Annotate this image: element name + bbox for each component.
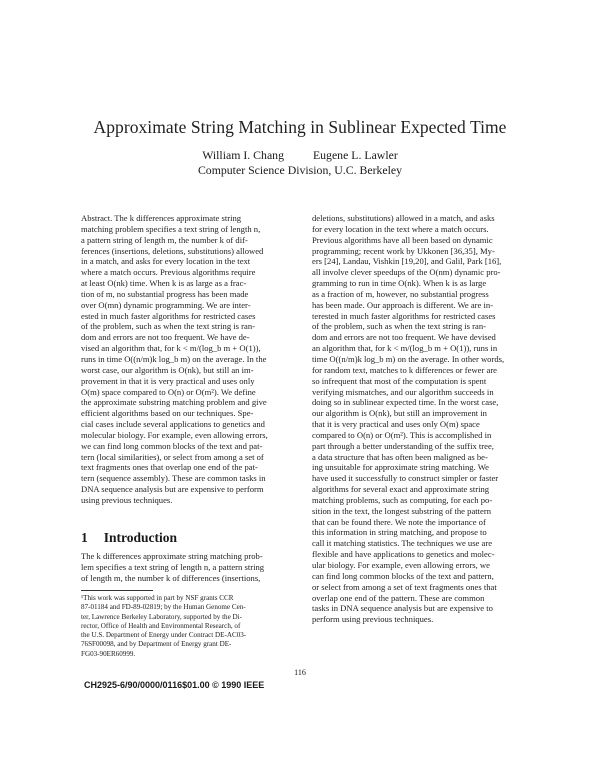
body-line: algorithms for several exact and approximate string (312, 484, 490, 495)
abstract-line: tern (sequence assembly). These are common tasks in (81, 473, 266, 484)
body-line: Previous algorithms have all been based on dynamic (312, 234, 493, 245)
body-line: compared to O(n) or O(m²). This is accomplished in (312, 429, 492, 440)
abstract-line: efficient algorithms based on our techniques. Spe- (81, 408, 254, 419)
abstract-line: cial cases include several applications to genetics and (81, 419, 265, 430)
author-names (0, 148, 600, 163)
footnote-line: ¹This work was supported in part by NSF grants CCR (81, 594, 234, 602)
footnote-line: FG03-90ER60999. (81, 649, 136, 658)
abstract-line: using previous techniques. (81, 494, 173, 505)
body-line: terested in much faster algorithms for restricted cases (312, 310, 496, 321)
intro-line: of length m, the number k of differences (insertions, (81, 572, 261, 583)
abstract-line: over O(mn) dynamic programming. We are inter- (81, 299, 251, 310)
abstract-line: of the problem, such as when the text string is ran- (81, 321, 255, 332)
body-line: all involve clever speedups of the O(nm) dynamic pro- (312, 267, 501, 278)
body-line: as a fraction of m, however, no substantial progress (312, 288, 489, 299)
abstract-line: ferences (insertions, deletions, substitutions) allowed (81, 245, 264, 256)
abstract-line: O(m) space compared to O(n) or O(m²). We define (81, 386, 256, 397)
body-line: ing unsuitable for approximate string matching. We (312, 462, 489, 473)
body-line: perform using previous techniques. (312, 614, 434, 625)
page-number: 116 (294, 668, 306, 677)
body-line: has been made. Our approach is different. We are in- (312, 299, 494, 310)
affiliation: Computer Science Division, U.C. Berkeley (197, 163, 403, 177)
body-line: ular biology. For example, even allowing errors, we (312, 560, 490, 570)
right-column-text (312, 213, 538, 625)
body-line: of the problem, such as when the text string is ran- (312, 321, 486, 332)
body-line: deletions, substitutions) allowed in a match, and asks (312, 213, 495, 223)
body-line: gramming to run in time O(nk). When k is as large (312, 278, 487, 289)
abstract-line: runs in time O((n/m)k log_b m) on the average. In the (81, 353, 267, 364)
copyright-line: CH2925-6/90/0000/0116$01.00 © 1990 IEEE (84, 680, 265, 690)
body-line: so infrequent that most of the computation is spent (312, 375, 487, 386)
abstract-line: tern (local similarities), or select from among a set of (81, 451, 264, 462)
abstract-line: ested in much faster algorithms for restricted cases (81, 310, 256, 321)
abstract-line: the approximate substring matching problem and give (81, 397, 267, 408)
abstract-line: DNA sequence analysis but are expensive to perform (81, 484, 264, 495)
abstract-line: in a match, and asks for every location in the text (81, 256, 251, 267)
abstract-line: at least O(nk) time. When k is as large as a frac- (81, 278, 247, 289)
author-name: Eugene L. Lawler (312, 148, 398, 162)
body-line: can find long common blocks of the text and pattern, (312, 570, 494, 581)
abstract-line: where a match occurs. Previous algorithms require (81, 267, 256, 278)
body-line: this information in string matching, and propose to (312, 527, 487, 538)
body-line: ers [24], Landau, Vishkin [19,20], and Galil, Park [16], (312, 256, 502, 267)
abstract-line: molecular biology. For example, even allowing errors, (81, 429, 268, 440)
section-heading (81, 530, 177, 546)
body-line: part through a better understanding of the suffix tree, (312, 440, 494, 451)
abstract-line: Abstract. The k differences approximate string (81, 213, 242, 223)
body-line: that can be found there. We note the importance of (312, 516, 486, 527)
footnote (81, 594, 310, 659)
body-line: programming; recent work by Ukkonen [36,35], My- (312, 245, 495, 256)
abstract-line: tion of m, no substantial progress has been made (81, 288, 249, 299)
footnote-line: rector, Office of Health and Environmental Research, of (81, 621, 241, 630)
body-line: flexible and have applications to genetics and molec- (312, 549, 495, 560)
abstract (81, 213, 310, 506)
footnote-line: 87-01184 and FD-89-02819; by the Human Genome Cen- (81, 603, 246, 612)
body-line: matching problems, such as computing, for each po- (312, 494, 493, 505)
body-line: that it is very practical and uses only O(m) space (312, 419, 480, 430)
abstract-line: matching problem specifies a text string of length n, (81, 223, 261, 234)
intro-line: lem specifies a text string of length n, a pattern string (81, 561, 265, 572)
body-line: verifying mismatches, and our algorithm succeeds in (312, 386, 494, 397)
body-line: an algorithm that, for k < m/(log_b m + O(1)), runs in (312, 343, 498, 354)
body-line: time O((n/m)k log_b m) on the average. In other words, (312, 353, 505, 364)
abstract-line: we can find long common blocks of the text and pat- (81, 440, 263, 451)
body-line: doing so in sublinear expected time. In the worst case, (312, 397, 499, 408)
introduction-text (81, 551, 310, 584)
abstract-line: dom and errors are not too frequent. We have de- (81, 332, 250, 343)
body-line: have used it successfully to construct simpler or faster (312, 473, 499, 484)
footnote-line: ter, Lawrence Berkeley Laboratory, supported by the Di- (81, 612, 242, 621)
footnote-line: 76SF00098, and by Department of Energy grant DE- (81, 640, 232, 649)
section-title: Introduction (103, 530, 178, 545)
footnote-line: the U.S. Department of Energy under Contract DE-AC03- (81, 631, 247, 640)
section-number: 1 (81, 530, 88, 545)
body-line: call it matching statistics. The techniques we use are (312, 538, 493, 549)
author-block (0, 148, 600, 178)
body-line: tasks in DNA sequence analysis but are expensive to (312, 603, 493, 614)
abstract-line: vised an algorithm that, for k < m/(log_b m + O(1)), (81, 343, 261, 354)
body-line: sition in the text, the longest substring of the pattern (312, 505, 492, 516)
abstract-line: provement in that it is very practical and uses only (81, 375, 255, 386)
abstract-line: worst case, our algorithm is O(nk), but still an im- (81, 364, 254, 375)
body-line: a data structure that has often been maligned as be- (312, 451, 488, 462)
body-line: overlap one end of the pattern. These are common (312, 592, 485, 603)
body-line: or select from among a set of text fragments ones that (312, 581, 497, 592)
body-line: for every location in the text where a match occurs. (312, 223, 489, 234)
footnote-divider (81, 590, 153, 591)
abstract-line: text fragments ones that overlap one end of the pat- (81, 462, 258, 473)
body-line: for random text, matches to k differences or fewer are (312, 364, 498, 375)
body-line: our algorithm is O(nk), but still an improvement in (312, 408, 487, 419)
abstract-line: a pattern string of length m, the number k of dif- (81, 234, 248, 245)
body-line: dom and errors are not too frequent. We have devised (312, 332, 496, 343)
author-name: William I. Chang (202, 148, 284, 162)
intro-line: The k differences approximate string matching prob- (81, 551, 263, 561)
paper-title: Approximate String Matching in Sublinear Expected Time (93, 117, 507, 137)
